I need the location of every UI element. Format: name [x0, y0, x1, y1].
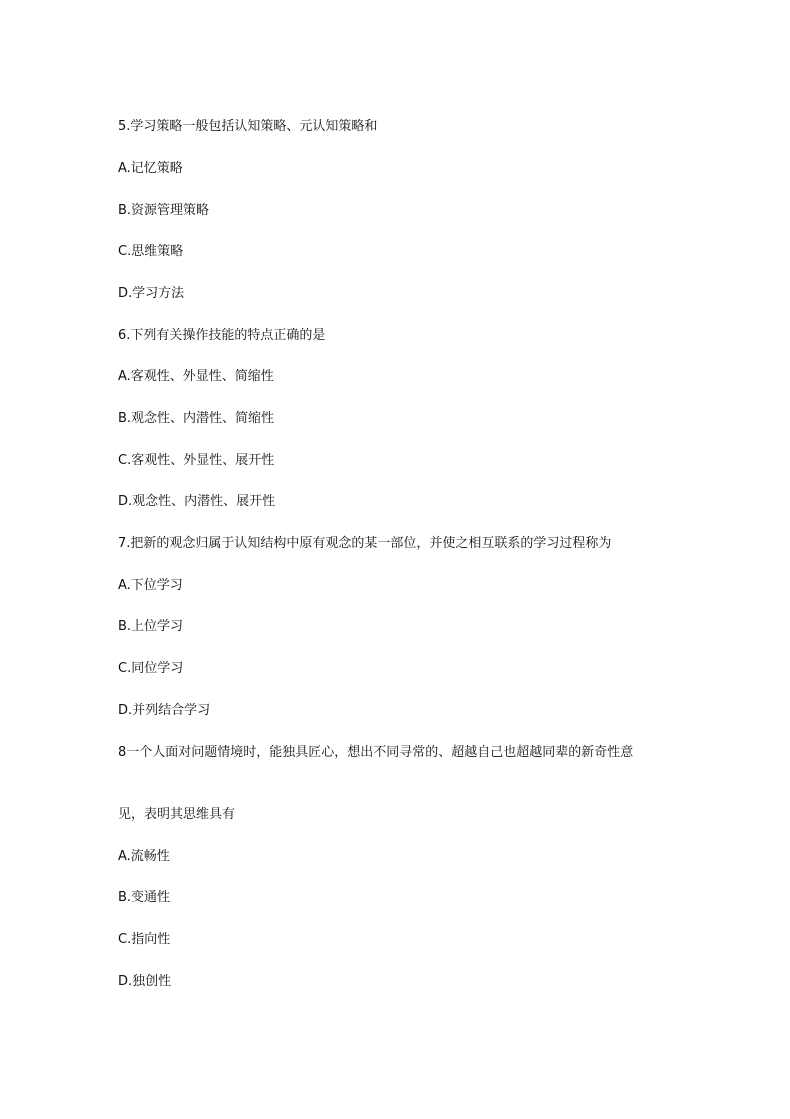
question-5-option-a: A.记忆策略 [118, 161, 183, 176]
question-7-option-b: B.上位学习 [118, 619, 184, 634]
question-6-option-d: D.观念性、内潜性、展开性 [118, 494, 276, 509]
question-8-option-b: B.变通性 [118, 890, 171, 905]
question-6-option-b: B.观念性、内潜性、简缩性 [118, 411, 275, 426]
question-8-option-d: D.独创性 [118, 974, 172, 989]
question-7-option-c: C.同位学习 [118, 661, 184, 676]
question-8-option-c: C.指向性 [118, 932, 171, 947]
question-5-option-c: C.思维策略 [118, 244, 184, 259]
question-6-option-c: C.客观性、外显性、展开性 [118, 453, 275, 468]
question-5-option-d: D.学习方法 [118, 286, 185, 301]
question-6-option-a: A.客观性、外显性、简缩性 [118, 369, 274, 384]
question-7-option-d: D.并列结合学习 [118, 703, 211, 718]
question-8-stem: 8一个人面对问题情境时，能独具匠心，想出不同寻常的、超越自己也超越同辈的新奇性意 [118, 745, 634, 760]
question-5-stem: 5.学习策略一般包括认知策略、元认知策略和 [118, 119, 378, 134]
question-5-option-b: B.资源管理策略 [118, 203, 210, 218]
question-6-stem: 6.下列有关操作技能的特点正确的是 [118, 328, 326, 343]
question-8-stem-continued: 见，表明其思维具有 [118, 807, 236, 822]
question-7-stem: 7.把新的观念归属于认知结构中原有观念的某一部位，并使之相互联系的学习过程称为 [118, 536, 612, 551]
question-8-option-a: A.流畅性 [118, 849, 170, 864]
question-7-option-a: A.下位学习 [118, 578, 183, 593]
